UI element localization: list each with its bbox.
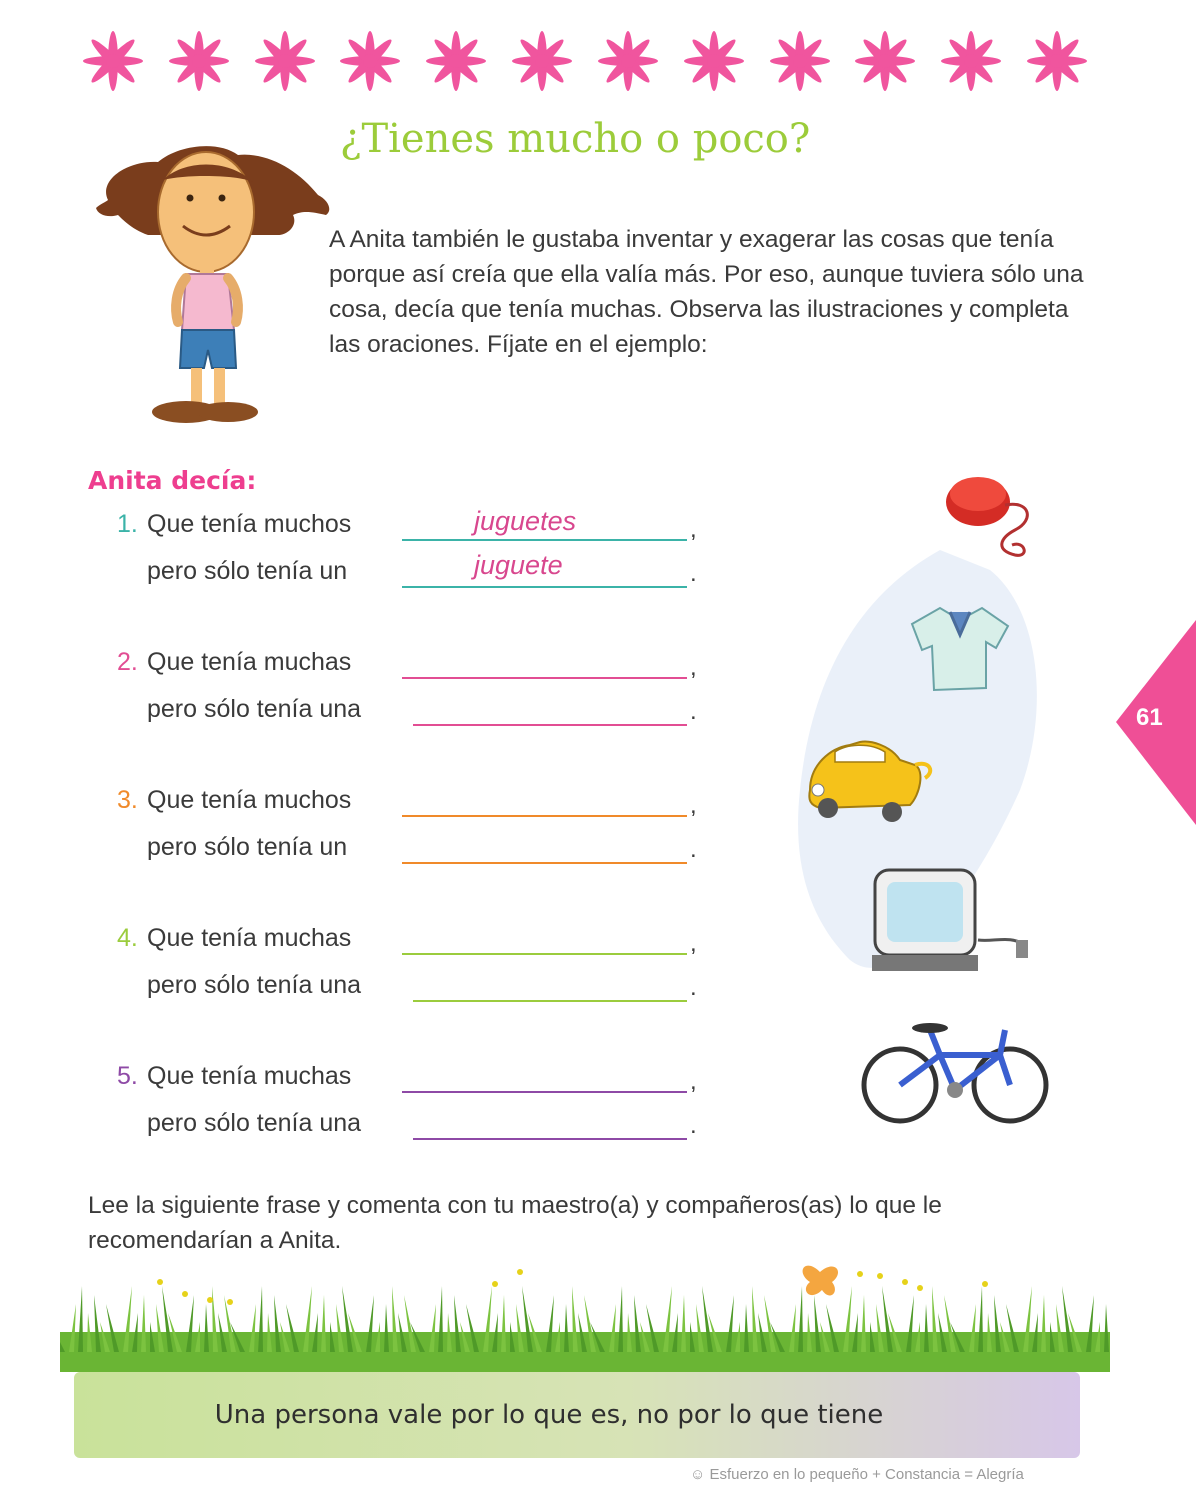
- answer-blank-1[interactable]: [402, 815, 687, 817]
- asterisk-icon: [509, 28, 575, 94]
- asterisk-icon: [938, 28, 1004, 94]
- asterisk-icon: [337, 28, 403, 94]
- period: .: [690, 836, 697, 863]
- answer-blank-2[interactable]: [402, 586, 687, 588]
- item-number: 4.: [117, 924, 138, 952]
- asterisk-icon: [252, 28, 318, 94]
- footer-motto: ☺ Esfuerzo en lo pequeño + Constancia = Alegría: [690, 1466, 1024, 1483]
- grass-decoration: [60, 1262, 1110, 1382]
- item-line-2: pero sólo tenía un: [147, 833, 348, 861]
- period: .: [690, 560, 697, 587]
- answer-blank-1[interactable]: [402, 953, 687, 955]
- asterisk-icon: [166, 28, 232, 94]
- comma: ,: [690, 1068, 697, 1095]
- example-answer-1: juguetes: [474, 506, 577, 536]
- comma: ,: [690, 930, 697, 957]
- answer-blank-2[interactable]: [413, 724, 687, 726]
- answer-blank-2[interactable]: [413, 1138, 687, 1140]
- answer-blank-2[interactable]: [402, 862, 687, 864]
- asterisk-icon: [595, 28, 661, 94]
- item-line-1: Que tenía muchas: [147, 648, 352, 676]
- television-icon: [872, 870, 1028, 971]
- example-answer-2: juguete: [474, 550, 563, 580]
- answer-blank-1[interactable]: [402, 677, 687, 679]
- section-heading: Anita decía:: [88, 466, 257, 495]
- asterisk-icon: [423, 28, 489, 94]
- answer-blank-1[interactable]: [402, 539, 687, 541]
- item-number: 2.: [117, 648, 138, 676]
- item-line-1: Que tenía muchos: [147, 510, 352, 538]
- quote-text: Una persona vale por lo que es, no por lo que tiene: [214, 1400, 884, 1430]
- answer-blank-2[interactable]: [413, 1000, 687, 1002]
- comma: ,: [690, 516, 697, 543]
- item-line-1: Que tenía muchos: [147, 786, 352, 814]
- item-line-2: pero sólo tenía una: [147, 695, 362, 723]
- star-border: [80, 28, 1090, 98]
- period: .: [690, 1112, 697, 1139]
- period: .: [690, 974, 697, 1001]
- page-number: 61: [1136, 704, 1163, 731]
- instruction-text: Lee la siguiente frase y comenta con tu maestro(a) y compañeros(as) lo que le recomendarían a Anita.: [88, 1192, 942, 1254]
- yoyo-icon: [946, 477, 1027, 555]
- comma: ,: [690, 654, 697, 681]
- page-title: ¿Tienes mucho o poco?: [340, 116, 811, 162]
- illustrations-column: [790, 460, 1090, 1160]
- item-line-2: pero sólo tenía un: [147, 557, 348, 585]
- item-line-2: pero sólo tenía una: [147, 1109, 362, 1137]
- period: .: [690, 698, 697, 725]
- comma: ,: [690, 792, 697, 819]
- answer-blank-1[interactable]: [402, 1091, 687, 1093]
- asterisk-icon: [681, 28, 747, 94]
- asterisk-icon: [767, 28, 833, 94]
- butterfly-icon: [803, 1266, 838, 1296]
- item-number: 3.: [117, 786, 138, 814]
- asterisk-icon: [80, 28, 146, 94]
- intro-paragraph: A Anita también le gustaba inventar y exagerar las cosas que tenía porque así creía que ella valía más. Por eso, aunque tuviera sólo una cosa, decía que tenía muchas. Observa las ilustraciones y completa las oraciones. Fíjate en el ejemplo:: [329, 226, 1084, 358]
- item-line-2: pero sólo tenía una: [147, 971, 362, 999]
- bicycle-icon: [864, 1023, 1046, 1121]
- item-line-1: Que tenía muchas: [147, 1062, 352, 1090]
- asterisk-icon: [1024, 28, 1090, 94]
- item-number: 1.: [117, 510, 138, 538]
- item-line-1: Que tenía muchas: [147, 924, 352, 952]
- anita-illustration: [88, 140, 338, 435]
- asterisk-icon: [852, 28, 918, 94]
- item-number: 5.: [117, 1062, 138, 1090]
